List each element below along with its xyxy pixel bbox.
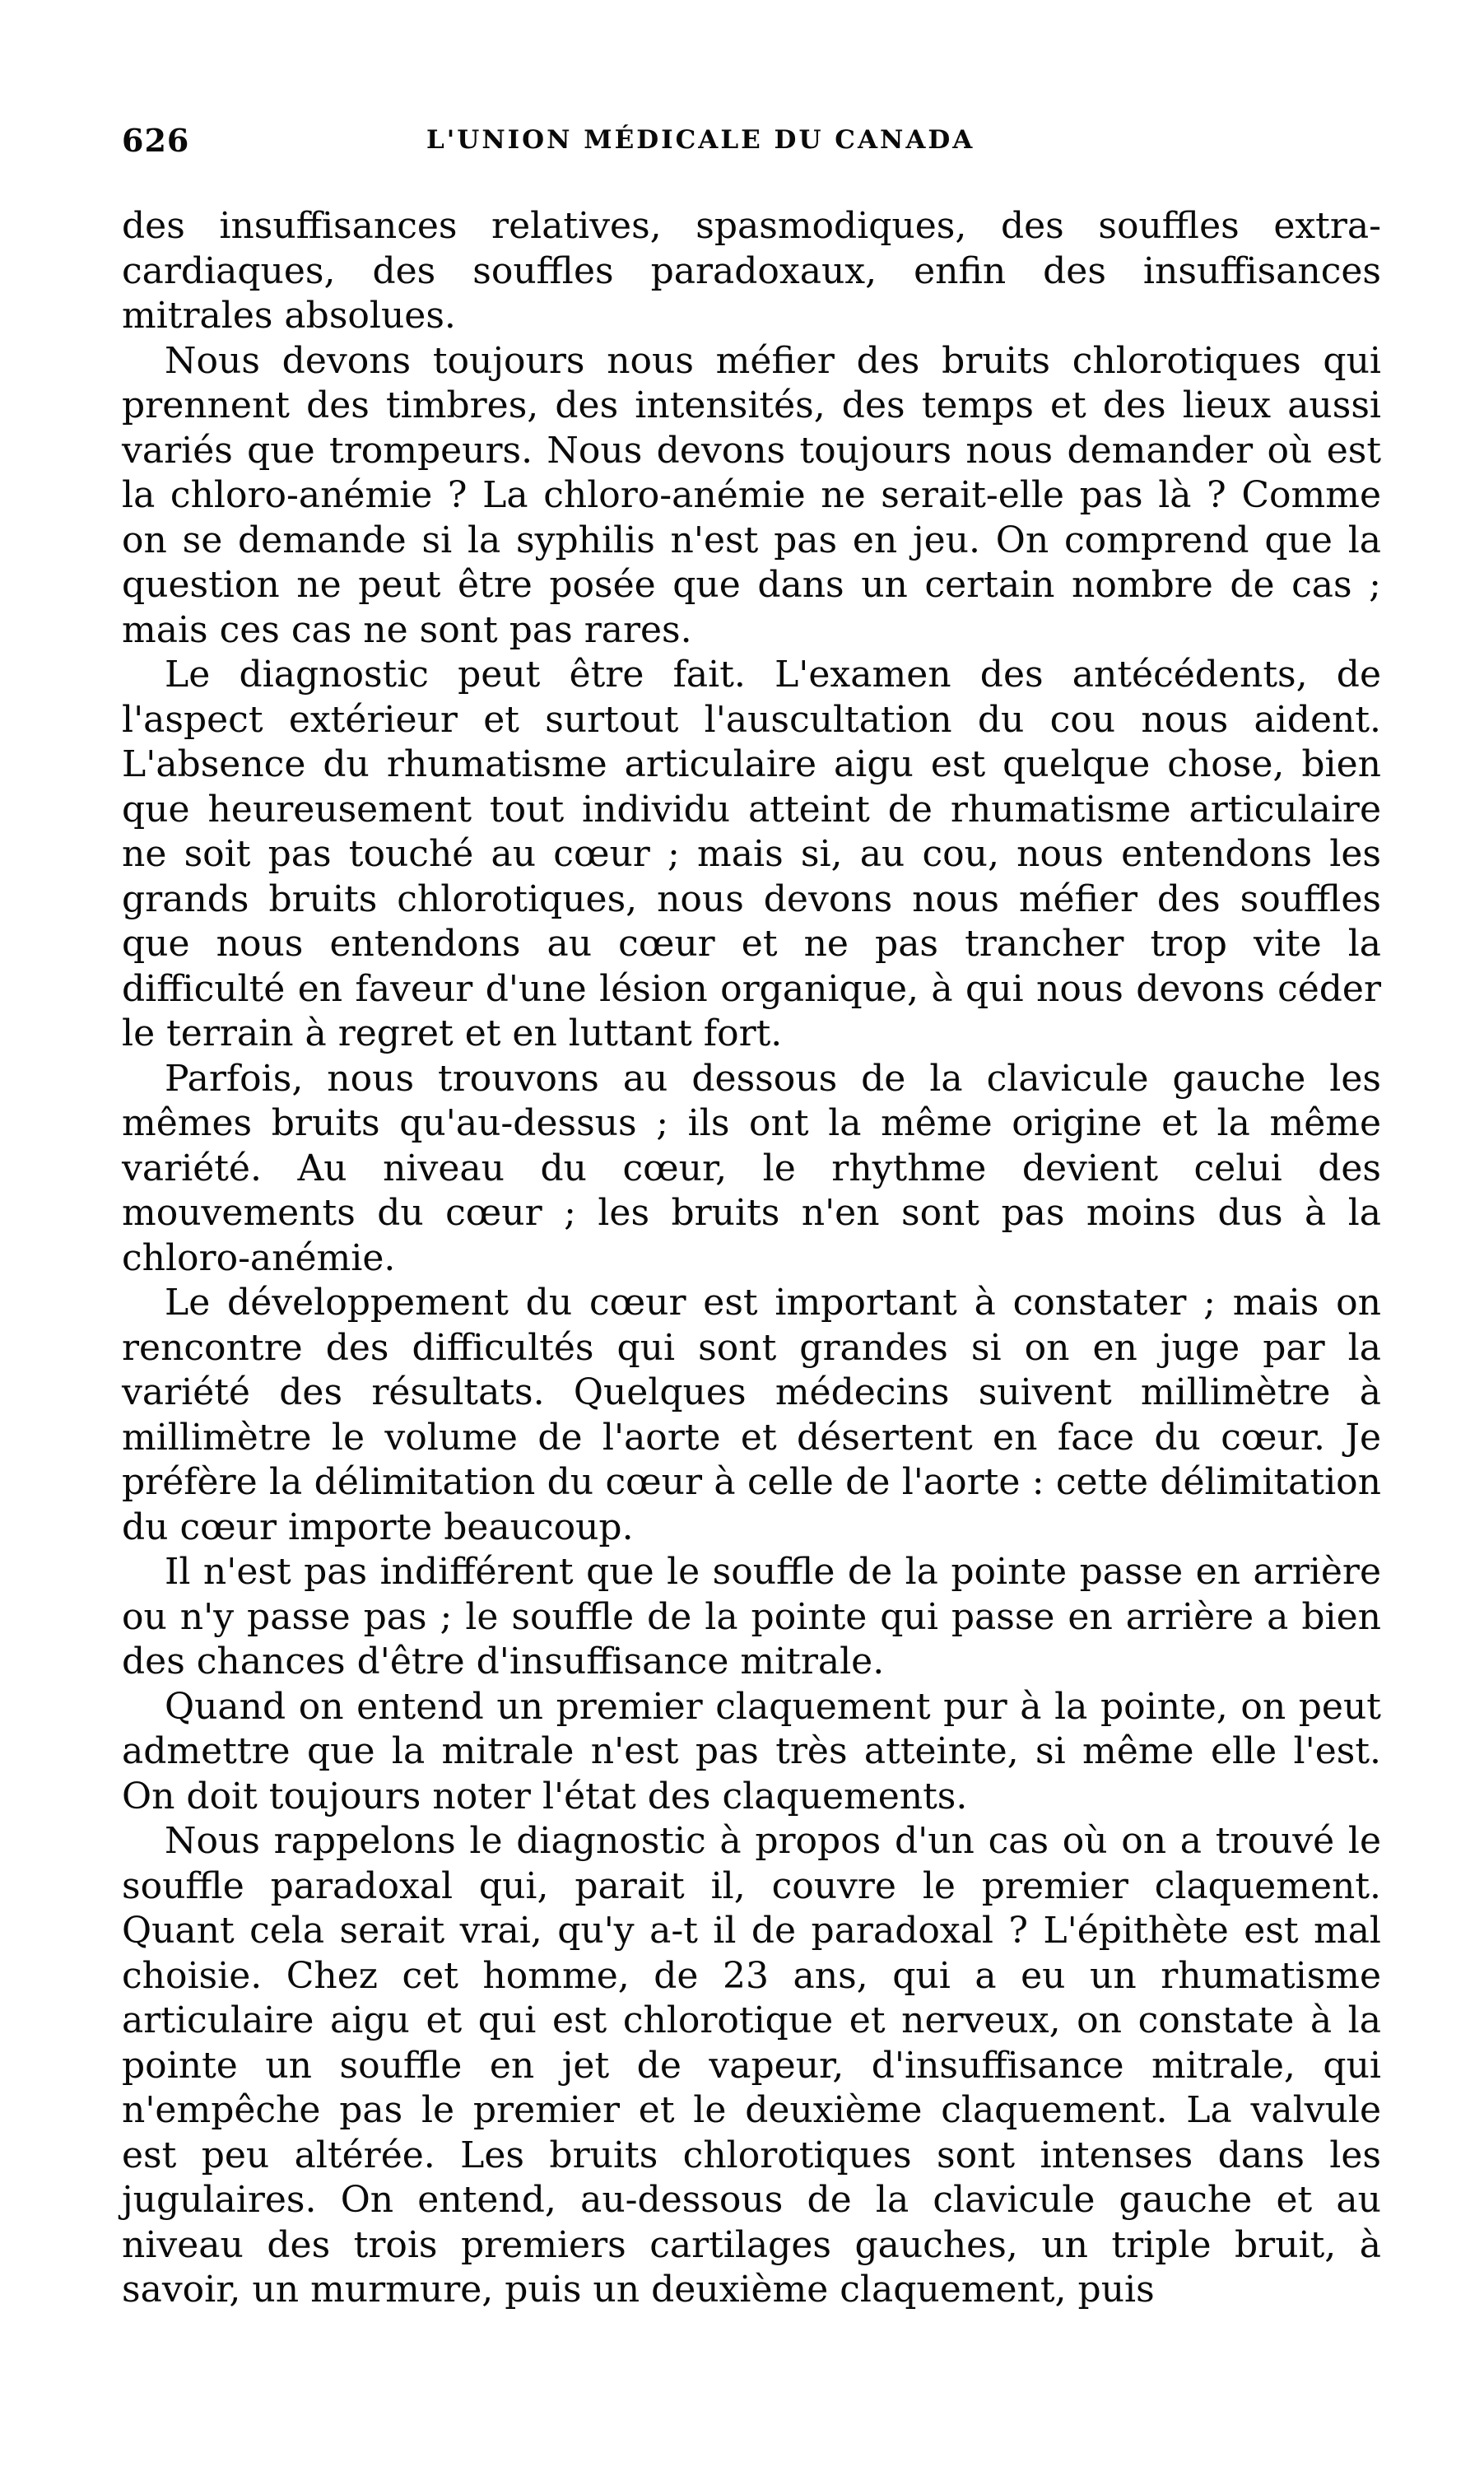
paragraph-6: Il n'est pas indifférent que le souffle de la pointe passe en arrière ou n'y passe pas ; le souffle de la pointe qui passe en arrière a bien des chances d'être d'insuffisance mitrale. [122,1551,1381,1682]
paragraph-8: Nous rappelons le diagnostic à propos d'un cas où on a trouvé le souffle paradoxal qui, parait il, couvre le premier claquement. Quant cela serait vrai, qu'y a-t il de paradoxal ? L'épithète est mal choisie. Chez cet homme, de 23 ans, qui a eu un rhumatisme articulaire aigu et qui est chlorotique et nerveux, on constate à la pointe un souffle en jet de vapeur, d'insuffisance mitrale, qui n'empêche pas le premier et le deuxième claquement. La valvule est peu altérée. Les bruits chlorotiques sont intenses dans les jugulaires. On entend, au-dessous de la clavicule gauche et au niveau des trois premiers cartilages gauches, un triple bruit, à savoir, un murmure, puis un deuxième claquement, puis [122,1820,1381,2311]
paragraph-2: Nous devons toujours nous méfier des bruits chlorotiques qui prennent des timbres, des intensités, des temps et des lieux aussi variés que trompeurs. Nous devons toujours nous demander où est la chloro-anémie ? La chloro-anémie ne serait-elle pas là ? Comme on se demande si la syphilis n'est pas en jeu. On comprend que la question ne peut être posée que dans un certain nombre de cas ; mais ces cas ne sont pas rares. [122,339,1381,651]
journal-title: L'UNION MÉDICALE DU CANADA [426,125,975,155]
page-number: 626 [122,122,190,159]
paragraph-4: Parfois, nous trouvons au dessous de la clavicule gauche les mêmes bruits qu'au-dessus ; ils ont la même origine et la même variété. Au niveau du cœur, le rhythme devient celui des mouvements du cœur ; les bruits n'en sont pas moins dus à la chloro-anémie. [122,1057,1381,1279]
paragraph-3: Le diagnostic peut être fait. L'examen des antécédents, de l'aspect extérieur et surtout l'auscultation du cou nous aident. L'absence du rhumatisme articulaire aigu est quelque chose, bien que heureusement tout individu atteint de rhumatisme articulaire ne soit pas touché au cœur ; mais si, au cou, nous entendons les grands bruits chlorotiques, nous devons nous méfier des souffles que nous entendons au cœur et ne pas trancher trop vite la difficulté en faveur d'une lésion organique, à qui nous devons céder le terrain à regret et en luttant fort. [122,654,1381,1054]
document-page [122,115,1381,2313]
paragraph-5: Le développement du cœur est important à constater ; mais on rencontre des difficultés qui sont grandes si on en juge par la variété des résultats. Quelques médecins suivent millimètre à millimètre le volume de l'aorte et désertent en face du cœur. Je préfère la délimitation du cœur à celle de l'aorte : cette délimitation du cœur importe beaucoup. [122,1282,1381,1548]
paragraph-1: des insuffisances relatives, spasmodiques, des souffles extra-cardiaques, des souffles paradoxaux, enfin des insuffisances mitrales absolues. [122,205,1381,337]
article-body [122,204,1381,2313]
running-header [122,115,1381,165]
paragraph-7: Quand on entend un premier claquement pur à la pointe, on peut admettre que la mitrale n'est pas très atteinte, si même elle l'est. On doit toujours noter l'état des claquements. [122,1685,1381,1817]
